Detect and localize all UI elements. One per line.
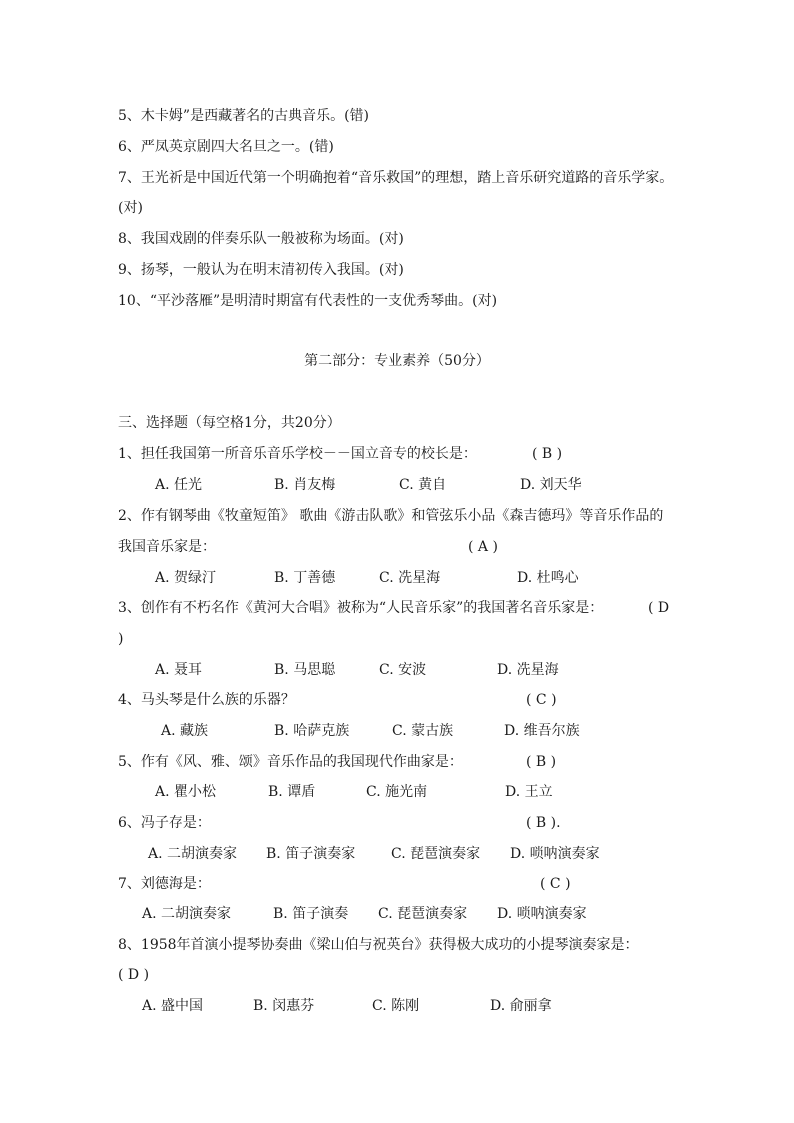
question-4-stem: 4、马头琴是什么族的乐器？ [118,692,295,708]
question-5-stem: 5、作有《风、雅、颂》音乐作品的我国现代作曲家是： [118,754,463,770]
question-4-option-b: B. 哈萨克族 [274,723,350,739]
question-8-answer: ( D ) [118,967,150,983]
tf-item-9: 9、扬琴，一般认为在明末清初传入我国。(对) [118,262,404,278]
question-1-option-a: A. 任光 [155,477,203,493]
question-2-stem-continued: 我国音乐家是： [118,539,216,555]
question-2-stem: 2、作有钢琴曲《牧童短笛》 歌曲《游击队歌》和管弦乐小品《森吉德玛》等音乐作品的 [118,508,664,524]
question-2-option-c: C. 冼星海 [379,570,441,586]
question-3-stem: 3、创作有不朽名作《黄河大合唱》被称为“人民音乐家”的我国著名音乐家是： [118,600,604,616]
question-8-stem: 8、1958年首演小提琴协奏曲《梁山伯与祝英台》获得极大成功的小提琴演奏家是： [118,937,639,953]
tf-item-6: 6、严凤英京剧四大名旦之一。(错) [118,139,334,155]
tf-item-10: 10、“平沙落雁”是明清时期富有代表性的一支优秀琴曲。(对) [118,293,498,309]
question-3-stem-continued: ) [118,631,124,647]
question-4-option-a: A. 藏族 [161,723,209,739]
question-6-answer: ( B ). [526,815,561,831]
question-7-answer: ( C ) [540,876,571,892]
question-3-option-c: C. 安波 [379,662,427,678]
question-3-answer: ( D [648,600,670,616]
question-6-stem: 6、冯子存是： [118,815,211,831]
question-5-option-c: C. 施光南 [366,784,428,800]
question-3-option-d: D. 冼星海 [497,662,559,678]
question-6-option-a: A. 二胡演奏家 [148,846,238,862]
question-1-option-d: D. 刘天华 [520,477,582,493]
question-7-option-b: B. 笛子演奏 [273,906,349,922]
question-8-option-c: C. 陈刚 [372,998,420,1014]
question-5-option-d: D. 王立 [505,784,553,800]
question-7-option-a: A. 二胡演奏家 [142,906,232,922]
tf-item-8: 8、我国戏剧的伴奏乐队一般被称为场面。(对) [118,231,404,247]
question-1-option-c: C. 黄自 [399,477,447,493]
question-1-option-b: B. 肖友梅 [274,477,336,493]
question-8-option-d: D. 俞丽拿 [490,998,552,1014]
question-2-option-d: D. 杜鸣心 [517,570,579,586]
question-6-option-b: B. 笛子演奏家 [266,846,356,862]
question-4-answer: ( C ) [526,692,557,708]
question-4-option-d: D. 维吾尔族 [504,723,580,739]
tf-item-7: 7、王光祈是中国近代第一个明确抱着“音乐救国”的理想，踏上音乐研究道路的音乐学家。 [118,170,674,186]
question-1-stem: 1、担任我国第一所音乐音乐学校－－国立音专的校长是： [118,446,477,462]
question-4-option-c: C. 蒙古族 [392,723,454,739]
tf-item-7-answer: (对) [118,200,143,216]
question-3-option-a: A. 聂耳 [155,662,203,678]
question-8-option-a: A. 盛中国 [142,998,204,1014]
question-2-option-b: B. 丁善德 [274,570,336,586]
question-5-option-b: B. 谭盾 [268,784,316,800]
part2-heading: 第二部分：专业素养（50分） [304,353,490,369]
question-2-option-a: A. 贺绿汀 [155,570,217,586]
question-7-stem: 7、刘德海是： [118,876,211,892]
question-5-answer: ( B ) [526,754,557,770]
section3-heading: 三、选择题（每空格1分，共20分） [118,415,341,431]
question-2-answer: ( A ) [468,539,498,555]
question-5-option-a: A. 瞿小松 [155,784,217,800]
question-6-option-c: C. 琵琶演奏家 [391,846,481,862]
tf-item-5: 5、木卡姆”是西藏著名的古典音乐。(错) [118,108,369,124]
question-6-option-d: D. 唢呐演奏家 [510,846,600,862]
question-3-option-b: B. 马思聪 [274,662,336,678]
question-7-option-d: D. 唢呐演奏家 [497,906,587,922]
question-8-option-b: B. 闵惠芬 [253,998,315,1014]
question-7-option-c: C. 琵琶演奏家 [378,906,468,922]
question-1-answer: ( B ) [532,446,563,462]
